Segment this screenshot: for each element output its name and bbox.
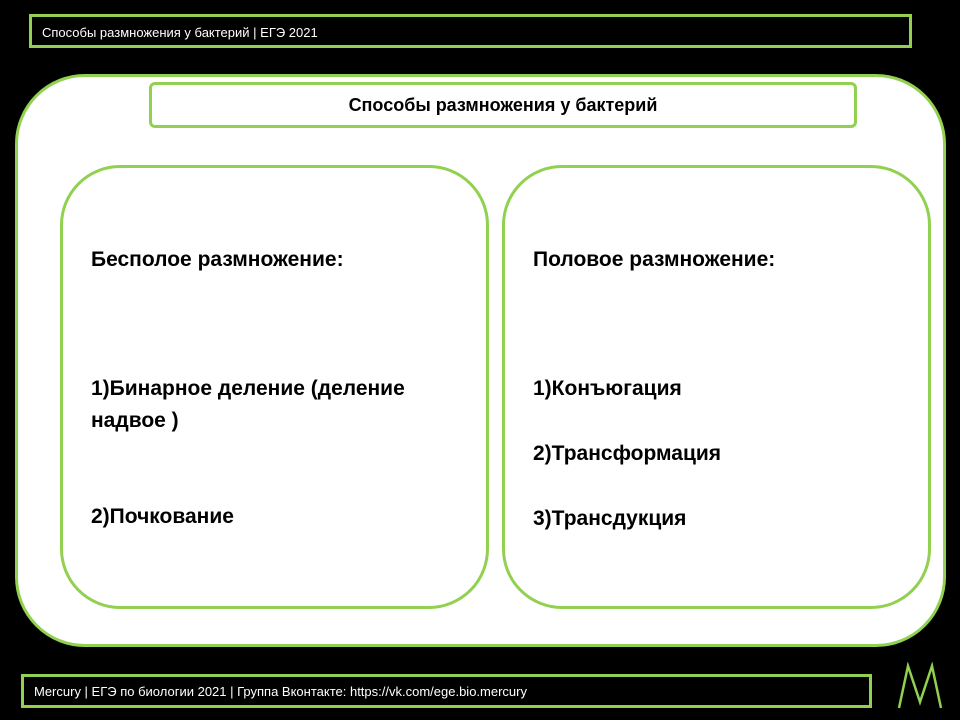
asexual-item-2: 2)Почкование xyxy=(91,505,234,528)
asexual-card xyxy=(60,165,489,609)
asexual-heading: Бесполое размножение: xyxy=(91,248,344,271)
header-text: Способы размножения у бактерий | ЕГЭ 2021 xyxy=(42,25,318,40)
header-bar xyxy=(29,14,912,48)
sexual-item-3: 3)Трансдукция xyxy=(533,507,687,530)
sexual-item-1: 1)Конъюгация xyxy=(533,377,682,400)
mercury-m-logo-icon xyxy=(895,662,945,710)
slide-title: Способы размножения у бактерий xyxy=(348,94,658,115)
footer-text: Mercury | ЕГЭ по биологии 2021 | Группа Вконтакте: https://vk.com/ege.bio.mercury xyxy=(34,684,527,699)
asexual-item-1: 1)Бинарное деление (деление надвое ) xyxy=(91,377,405,432)
slide-title-box xyxy=(149,82,857,128)
sexual-heading: Половое размножение: xyxy=(533,248,776,271)
sexual-card xyxy=(502,165,931,609)
footer-bar xyxy=(21,674,872,708)
sexual-item-2: 2)Трансформация xyxy=(533,442,722,465)
